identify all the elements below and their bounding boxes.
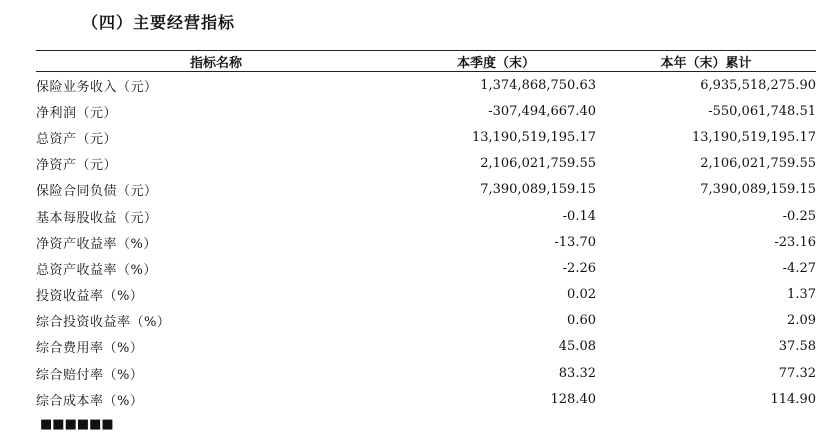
ytd-value-cell: -550,061,748.51 xyxy=(708,103,816,119)
quarter-value-cell: 13,190,519,195.17 xyxy=(471,129,596,145)
indicator-name-cell: 综合成本率（%） xyxy=(36,393,144,409)
table-row xyxy=(36,308,816,334)
table-row xyxy=(36,124,816,150)
quarter-value-cell: -0.14 xyxy=(562,208,596,224)
indicator-name-cell: 保险合同负债（元） xyxy=(36,184,158,200)
key-indicators-table xyxy=(36,50,816,412)
indicator-name-cell: 总资产（元） xyxy=(36,131,118,147)
ytd-value-cell: 2.09 xyxy=(787,313,816,329)
table-row xyxy=(36,177,816,203)
indicator-name-cell: 净资产收益率（%） xyxy=(36,236,157,252)
next-row-partial: ■■■■■■ xyxy=(40,417,114,432)
ytd-value-cell: 1.37 xyxy=(787,287,816,303)
ytd-value-cell: 77.32 xyxy=(778,365,816,381)
ytd-value-cell: 7,390,089,159.15 xyxy=(700,182,816,198)
table-row xyxy=(36,72,816,99)
indicator-name-cell: 基本每股收益（元） xyxy=(36,210,158,226)
indicator-name-cell: 综合赔付率（%） xyxy=(36,367,144,383)
ytd-value-cell: 13,190,519,195.17 xyxy=(691,129,816,145)
header-indicator-name: 指标名称 xyxy=(36,51,396,72)
quarter-value-cell: 0.02 xyxy=(567,287,596,303)
quarter-value-cell: 2,106,021,759.55 xyxy=(480,156,596,172)
table-row xyxy=(36,98,816,124)
indicator-name-cell: 净资产（元） xyxy=(36,158,118,174)
quarter-value-cell: 83.32 xyxy=(558,365,596,381)
table-row xyxy=(36,386,816,412)
ytd-value-cell: -4.27 xyxy=(782,260,816,276)
indicator-name-cell: 投资收益率（%） xyxy=(36,289,144,305)
table-row xyxy=(36,360,816,386)
table-header-row xyxy=(36,51,816,72)
quarter-value-cell: 1,374,868,750.63 xyxy=(480,77,596,93)
quarter-value-cell: 0.60 xyxy=(567,313,596,329)
quarter-value-cell: 128.40 xyxy=(550,391,596,407)
indicator-name-cell: 综合投资收益率（%） xyxy=(36,315,171,331)
ytd-value-cell: 6,935,518,275.90 xyxy=(700,77,816,93)
table-row xyxy=(36,203,816,229)
header-year-to-date: 本年（末）累计 xyxy=(596,51,816,72)
ytd-value-cell: -0.25 xyxy=(782,208,816,224)
quarter-value-cell: -307,494,667.40 xyxy=(488,103,596,119)
indicator-name-cell: 综合费用率（%） xyxy=(36,341,144,357)
indicator-name-cell: 总资产收益率（%） xyxy=(36,262,157,278)
quarter-value-cell: 45.08 xyxy=(558,339,596,355)
section-title: （四）主要经营指标 xyxy=(82,13,236,32)
table-row xyxy=(36,334,816,360)
quarter-value-cell: -13.70 xyxy=(554,234,596,250)
table-row xyxy=(36,255,816,281)
ytd-value-cell: 114.90 xyxy=(770,391,816,407)
quarter-value-cell: -2.26 xyxy=(562,260,596,276)
table-row xyxy=(36,282,816,308)
ytd-value-cell: 2,106,021,759.55 xyxy=(700,156,816,172)
indicator-name-cell: 保险业务收入（元） xyxy=(36,79,158,95)
ytd-value-cell: -23.16 xyxy=(774,234,816,250)
quarter-value-cell: 7,390,089,159.15 xyxy=(480,182,596,198)
header-current-quarter: 本季度（末） xyxy=(396,51,596,72)
table-row xyxy=(36,151,816,177)
ytd-value-cell: 37.58 xyxy=(778,339,816,355)
indicator-name-cell: 净利润（元） xyxy=(36,105,118,121)
table-row xyxy=(36,229,816,255)
